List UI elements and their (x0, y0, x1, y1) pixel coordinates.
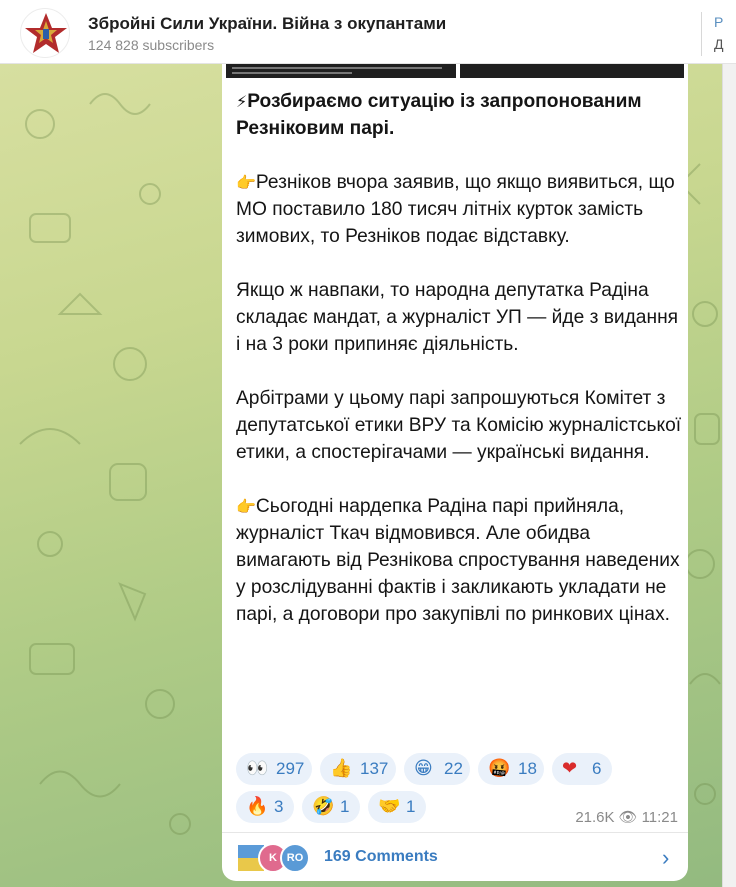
pointing-hand-icon: 👉 (236, 173, 256, 192)
reaction-rofl[interactable]: 🤣 1 (302, 791, 360, 823)
right-panel-line: Р (714, 14, 724, 30)
eye-icon: 👁 (618, 808, 638, 826)
message-paragraph: 👉Сьогодні нардепка Радіна парі прийняла, журналіст Ткач відмовився. Але обидва вимагають від Резнікова спростування наведених у розслідуванні фактів і закликають укладати не парі, а договори про закупівлі по ринкових цінах. (236, 496, 680, 625)
fire-icon: 🔥 (246, 796, 269, 817)
reaction-grin[interactable]: 😁 22 (404, 753, 470, 785)
chat-header (0, 0, 736, 64)
message-bubble (222, 64, 688, 881)
message-paragraph: Арбітрами у цьому парі запрошуються Комітет з депутатської етики ВРУ та Комісію журналістської етики, а спостерігачами — українські видання. (236, 388, 682, 463)
scrollbar-track[interactable] (722, 64, 736, 887)
reaction-thumbs-up[interactable]: 👍 137 (320, 753, 396, 785)
message-time: 11:21 (641, 809, 678, 826)
message-text (236, 88, 682, 628)
pointing-hand-icon: 👉 (236, 497, 256, 516)
cursing-face-icon: 🤬 (488, 758, 511, 779)
message-paragraph: 👉Резніков вчора заявив, що якщо виявиться, що МО поставило 180 тисяч літніх курток замість зимових, то Резніков подає відставку. (236, 172, 675, 247)
commenter-avatar: RO (280, 843, 310, 873)
right-panel-line: Д (714, 36, 724, 52)
channel-avatar[interactable] (20, 8, 70, 58)
army-emblem-icon (21, 9, 70, 58)
view-count: 21.6K (575, 809, 615, 826)
reaction-fire[interactable]: 🔥 3 (236, 791, 294, 823)
eyes-icon: 👀 (246, 758, 269, 779)
reaction-handshake[interactable]: 🤝 1 (368, 791, 426, 823)
lightning-icon: ⚡ (236, 92, 248, 111)
reaction-heart[interactable]: ❤ 6 (552, 753, 612, 785)
attached-image-preview[interactable] (226, 64, 684, 78)
image-caption-line (232, 72, 352, 74)
reaction-eyes[interactable]: 👀 297 (236, 753, 312, 785)
rofl-icon: 🤣 (312, 796, 335, 817)
message-paragraph: Якщо ж навпаки, то народна депутатка Радіна складає мандат, а журналіст УП — йде з видання і на 3 роки припиняє діяльність. (236, 280, 679, 355)
commenter-avatar: K (258, 843, 288, 873)
heart-icon: ❤ (562, 758, 578, 779)
grin-icon: 😁 (414, 758, 433, 779)
right-side-panel (701, 12, 736, 56)
message-meta (575, 808, 678, 826)
thumbs-up-icon: 👍 (330, 758, 353, 779)
comments-count-label: 169 Comments (324, 848, 438, 865)
chevron-right-icon: › (662, 845, 670, 870)
handshake-icon: 🤝 (378, 796, 401, 817)
subscriber-count: 124 828 subscribers (88, 37, 215, 53)
message-paragraph: ⚡Розбираємо ситуацію із запропонованим Резніковим парі. (236, 91, 642, 139)
channel-title[interactable]: Збройні Сили України. Війна з окупантами (88, 14, 447, 33)
image-caption-line (232, 67, 442, 69)
reaction-cursing[interactable]: 🤬 18 (478, 753, 544, 785)
comments-button[interactable] (222, 832, 688, 881)
image-divider (456, 64, 460, 78)
